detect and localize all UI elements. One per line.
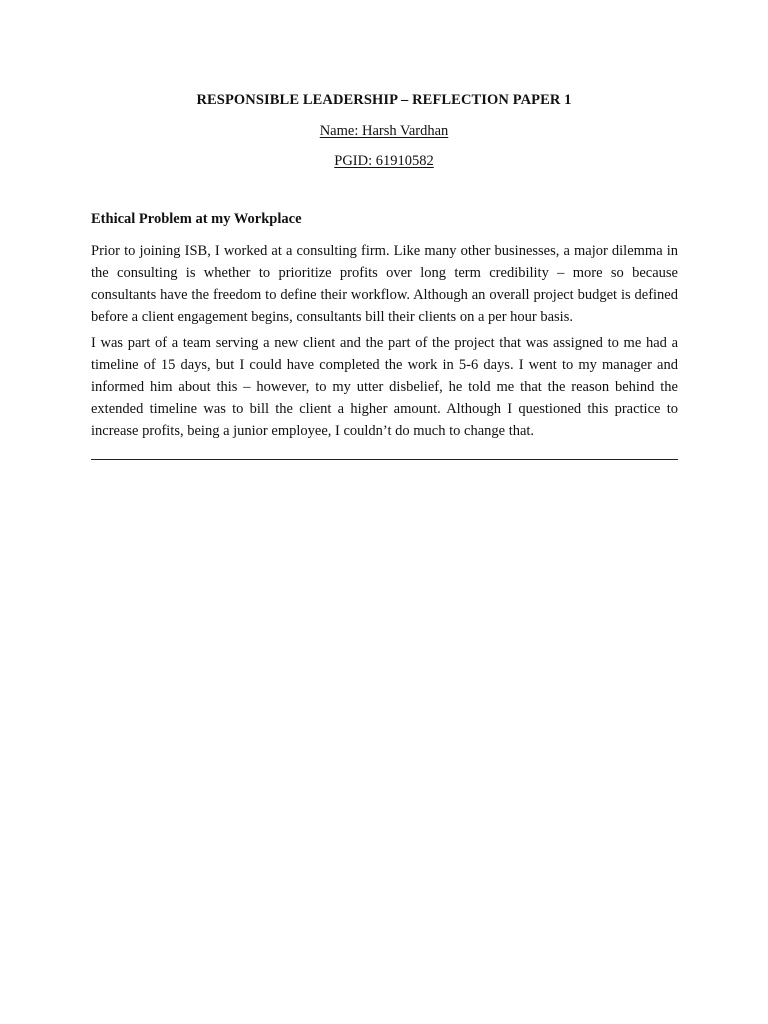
paragraph-2: I was part of a team serving a new client and the part of the project that was assigned to me had a timeline of 15 days, but I could have completed the work in 5-6 days. I went to my manager and informed him about this – however, to my utter disbelief, he told me that the reason behind the extended timeline was to bill the client a higher amount. Although I questioned this practice to increase profits, being a junior employee, I couldn’t do much to change that. — [91, 335, 678, 439]
author-name-text: Name: Harsh Vardhan — [319, 123, 449, 139]
section-heading: Ethical Problem at my Workplace — [91, 211, 302, 227]
page-title: RESPONSIBLE LEADERSHIP – REFLECTION PAPER 1 — [196, 92, 572, 108]
author-name — [0, 123, 768, 140]
author-pgid-text: PGID: 61910582 — [334, 153, 434, 169]
paragraph-1: Prior to joining ISB, I worked at a consulting firm. Like many other businesses, a major dilemma in the consulting is whether to prioritize profits over long term credibility – more so because consultants have the freedom to define their workflow. Although an overall project budget is defined before a client engagement begins, consultants bill their clients on a per hour basis. — [91, 243, 678, 325]
author-pgid — [0, 153, 768, 170]
horizontal-rule — [91, 459, 678, 460]
